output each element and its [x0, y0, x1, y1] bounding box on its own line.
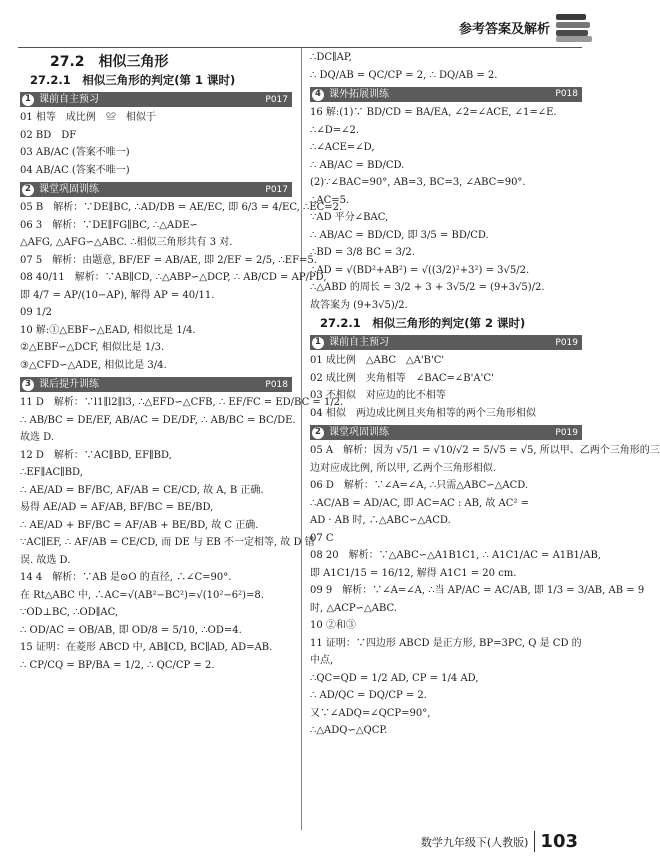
answer-line: ∴△ABD 的周长 = 3/2 + 3 + 3√5/2 = (9+3√5)/2.: [310, 282, 545, 293]
answer-line: 07 5 解析：由题意, BF/EF = AB/AE, 即 2/EF = 2/5, ∴EF=5.: [20, 254, 317, 266]
answer-line: 即 4/7 = AP/(10−AP), 解得 AP = 40/11.: [20, 289, 215, 301]
answer-line: 边对应成比例, 所以甲, 乙两个三角形相似.: [310, 462, 496, 474]
band-title: 课前自主预习: [39, 94, 99, 106]
page-number: 103: [534, 831, 578, 852]
answer-line: ∴ OD/AC = OB/AB, 即 OD/8 = 5/10, ∴OD=4.: [20, 624, 242, 636]
answer-line: ∴QC=QD = 1/2 AD, CP = 1/4 AD,: [310, 672, 479, 684]
answer-line: ∴AC=5.: [310, 194, 350, 206]
answer-line: 04 AB/AC (答案不唯一): [20, 164, 130, 176]
column-divider: [301, 48, 302, 830]
answer-line: 中点,: [310, 655, 334, 667]
answer-line: ∵AD 平分∠BAC,: [310, 212, 389, 223]
band-classwork: [20, 182, 292, 197]
answer-line: 易得 AE/AD = AF/AB, BF/BC = BE/BD,: [20, 502, 214, 514]
answer-line: ∵AC∥EF, ∴ AF/AB = CE/CD, 而 DE 与 EB 不一定相等, 故 D 错: [20, 537, 315, 549]
band-preview: [310, 335, 582, 350]
answer-line: ∴EF∥AC∥BD,: [20, 467, 83, 479]
answer-line: 10 解:①△EBF∽△EAD, 相似比是 1/4.: [20, 324, 196, 336]
band-title: 课堂巩固训练: [329, 426, 389, 438]
page-footer: [421, 831, 578, 852]
band-number: 2: [22, 184, 34, 196]
answer-line: ∴DC∥AP,: [310, 52, 352, 63]
answer-line: 06 D 解析：∵∠A=∠A, ∴只需△ABC∽△ACD.: [310, 480, 529, 492]
answer-line: ∴ AB/BC = DE/EF, AB/AC = DE/DF, ∴ AB/BC = BC/DE.: [20, 414, 296, 426]
answer-line: 05 B 解析：∵DE∥BC, ∴AD/DB = AE/EC, 即 6/3 = 4/EC, ∴EC=2.: [20, 202, 343, 214]
band-number: 2: [312, 427, 324, 439]
answer-line: 10 ②和③: [310, 620, 356, 632]
band-page: P019: [555, 337, 578, 348]
answer-line: (2)∵∠BAC=90°, AB=3, BC=3, ∠ABC=90°.: [310, 177, 526, 188]
books-icon: [556, 12, 592, 42]
answer-line: ③△CFD∽△ADE, 相似比是 3/4.: [20, 359, 167, 371]
answer-line: 08 20 解析：∵△ABC∽△A1B1C1, ∴ A1C1/AC = A1B1/AB,: [310, 550, 601, 562]
answer-line: ∴AC/AB = AD/AC, 即 AC=AC : AB, 故 AC² =: [310, 497, 529, 509]
answer-line: 12 D 解析：∵AC∥BD, EF∥BD,: [20, 449, 172, 461]
subsection-title: 27.2.1 相似三角形的判定(第 1 课时): [30, 73, 236, 88]
answer-line: △AFG, △AFG∽△ABC. ∴相似三角形共有 3 对.: [20, 237, 233, 249]
answer-line: ∴∠ACE=∠D,: [310, 142, 375, 153]
band-extension: [310, 87, 582, 102]
answer-line: 02 BD DF: [20, 129, 77, 141]
answer-line: 故答案为 (9+3√5)/2.: [310, 299, 408, 311]
answer-line: 01 相等 成比例 ≌ 相似于: [20, 112, 156, 124]
answer-line: 01 成比例 △ABC △A'B'C': [310, 355, 445, 367]
answer-line: ∴ CP/CQ = BP/BA = 1/2, ∴ QC/CP = 2.: [20, 659, 215, 671]
band-page: P017: [265, 184, 288, 195]
answer-line: 在 Rt△ABC 中, ∴AC=√(AB²−BC²)=√(10²−6²)=8.: [20, 589, 264, 601]
band-title: 课前自主预习: [329, 336, 389, 348]
answer-line: ∴AD = √(BD²+AB²) = √((3/2)²+3²) = 3√5/2.: [310, 264, 530, 276]
answer-line: 误. 故选 D.: [20, 554, 71, 566]
band-number: 3: [22, 379, 34, 391]
answer-line: ∴ AE/AD = BF/BC, AF/AB = CE/CD, 故 A, B 正确.: [20, 484, 264, 496]
band-number: 1: [22, 94, 34, 106]
answer-line: ∴ AD/QC = DQ/CP = 2.: [310, 690, 427, 702]
band-number: 1: [312, 337, 324, 349]
band-number: 4: [312, 89, 324, 101]
answer-line: 04 相似 两边成比例且夹角相等的两个三角形相似: [310, 407, 536, 419]
band-homework: [20, 377, 292, 392]
footer-label: 数学九年级下(人教版): [420, 835, 529, 849]
section-title: 27.2 相似三角形: [50, 54, 169, 70]
answer-line: 11 D 解析：∵l1∥l2∥l3, ∴△EFD∽△CFB, ∴ EF/FC = ED/BC = 1/2.: [20, 397, 344, 409]
answer-line: 03 不相似 对应边的比不相等: [310, 390, 446, 402]
answer-line: ②△EBF∽△DCF, 相似比是 1/3.: [20, 342, 165, 354]
answer-line: 15 证明：在菱形 ABCD 中, AB∥CD, BC∥AD, AD=AB.: [20, 642, 273, 654]
answer-line: ∵OD⊥BC, ∴OD∥AC,: [20, 607, 119, 619]
answer-line: 09 1/2: [20, 307, 52, 319]
answer-line: 又∵∠ADQ=∠QCP=90°,: [310, 707, 431, 719]
answer-line: ∴∠D=∠2.: [310, 124, 360, 136]
answer-line: ∴BD = 3/8 BC = 3/2.: [310, 247, 415, 258]
answer-line: ∴ DQ/AB = QC/CP = 2, ∴ DQ/AB = 2.: [310, 69, 498, 81]
answer-line: 时, △ACP∽△ABC.: [310, 602, 397, 614]
band-page: P017: [265, 94, 288, 105]
answer-line: 14 4 解析：∵AB 是⊙O 的直径, ∴∠C=90°.: [20, 572, 232, 584]
band-classwork: [310, 425, 582, 440]
answer-line: 02 成比例 夹角相等 ∠BAC=∠B'A'C': [310, 372, 494, 384]
answer-line: 06 3 解析：∵DE∥FG∥BC, ∴△ADE∽: [20, 219, 198, 231]
answer-line: AD · AB 时, ∴△ABC∽△ACD.: [310, 515, 451, 527]
band-title: 课堂巩固训练: [39, 184, 99, 196]
answer-line: 即 A1C1/15 = 16/12, 解得 A1C1 = 20 cm.: [310, 567, 517, 579]
band-preview: [20, 92, 292, 107]
band-page: P018: [265, 379, 288, 390]
answer-line: ∴ AB/AC = BD/CD.: [310, 159, 405, 171]
band-title: 课外拓展训练: [329, 88, 389, 100]
answer-line: 05 A 解析：因为 √5/1 = √10/√2 = 5/√5 = √5, 所以甲、乙两个三角形的三: [310, 445, 660, 457]
answer-line: ∴ AB/AC = BD/CD, 即 3/5 = BD/CD.: [310, 229, 489, 241]
answer-line: 16 解:(1)∵ BD/CD = BA/EA, ∠2=∠ACE, ∠1=∠E.: [310, 107, 557, 118]
answer-line: ∴ AE/AD + BF/BC = AF/AB + BE/BD, 故 C 正确.: [20, 519, 259, 531]
band-page: P018: [555, 89, 578, 100]
answer-line: 09 9 解析：∵∠A=∠A, ∴当 AP/AC = AC/AB, 即 1/3 = 3/AB, AB = 9: [310, 585, 645, 597]
page-header: [459, 8, 592, 46]
header-rule: [18, 47, 582, 48]
answer-line: 11 证明：∵四边形 ABCD 是正方形, BP=3PC, Q 是 CD 的: [310, 637, 582, 649]
answer-line: 08 40/11 解析：∵AB∥CD, ∴△ABP∽△DCP, ∴ AB/CD = AP/PD,: [20, 272, 327, 284]
right-column: [310, 52, 660, 743]
answer-line: ∴△ADQ∽△QCP.: [310, 725, 388, 737]
band-title: 课后提升训练: [39, 379, 99, 391]
answer-line: 07 C: [310, 532, 334, 544]
subsection-title: 27.2.1 相似三角形的判定(第 2 课时): [320, 316, 526, 330]
answer-line: 03 AB/AC (答案不唯一): [20, 147, 130, 159]
answer-line: 故选 D.: [20, 432, 55, 444]
band-page: P019: [555, 427, 578, 438]
header-title: 参考答案及解析: [458, 21, 550, 37]
